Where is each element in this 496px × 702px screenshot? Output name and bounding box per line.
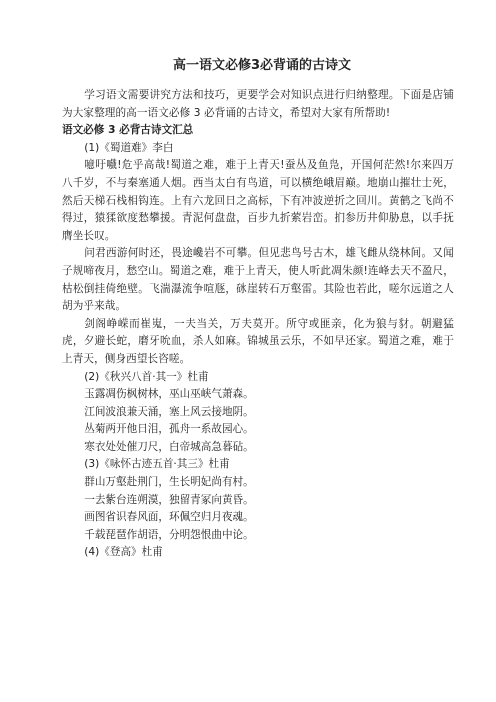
- poem-line: 寒衣处处催刀尺，白帝城高急暮砧。: [84, 440, 254, 453]
- poem-paragraph: 剑阁峥嵘而崔嵬，一夫当关，万夫莫开。所守或匪亲，化为狼与豺。朝避猛虎，夕避长蛇，磨牙吮血，杀人如麻。锦城虽云乐，不如早还家。蜀道之难，难于上青天，侧身西望长咨嗟。: [62, 317, 454, 365]
- poem-line: 一去紫台连朔漠，独留青冢向黄昏。: [84, 493, 254, 506]
- poem-paragraph: 问君西游何时还，畏途巉岩不可攀。但见悲鸟号古木，雄飞雌从绕林间。又闻子规啼夜月，愁空山。蜀道之难，难于上青天，使人听此凋朱颜!连峰去天不盈尺，枯松倒挂倚绝壁。飞湍瀑流争喧豗，砯崖转石万壑雷。其险也若此，嗟尔远道之人胡为乎来哉。: [62, 247, 454, 313]
- poem-title-shudaonan: (1)《蜀道难》李白: [84, 141, 174, 154]
- poem-title-yonghuaiguji: (3)《咏怀古迹五首·其三》杜甫: [84, 458, 230, 471]
- poem-title-denggao: (4)《登高》杜甫: [84, 546, 163, 559]
- poem-paragraph: 噫吁嚱!危乎高哉!蜀道之难，难于上青天!蚕丛及鱼凫，开国何茫然!尔来四万八千岁，不与秦塞通人烟。西当太白有鸟道，可以横绝峨眉巅。地崩山摧壮士死，然后天梯石栈相钩连。上有六龙回日之高标，下有冲波逆折之回川。黄鹤之飞尚不得过，猿猱欲度愁攀援。青泥何盘盘，百步九折萦岩峦。扪参历井仰胁息，以手抚膺坐长叹。: [62, 159, 454, 242]
- poem-line: 丛菊两开他日泪，孤舟一系故园心。: [84, 423, 254, 436]
- poem-title-qiuxing: (2)《秋兴八首·其一》杜甫: [84, 370, 209, 383]
- poem-line: 江间波浪兼天涌，塞上风云接地阴。: [84, 405, 254, 418]
- intro-paragraph: 学习语文需要讲究方法和技巧，更要学会对知识点进行归纳整理。下面是店铺为大家整理的高一语文必修 3 必背诵的古诗文，希望对大家有所帮助!: [62, 89, 454, 119]
- section-heading: 语文必修 3 必背古诗文汇总: [62, 124, 194, 137]
- poem-line: 群山万壑赴荆门，生长明妃尚有村。: [84, 476, 254, 489]
- poem-line: 画图省识春风面，环佩空归月夜魂。: [84, 511, 254, 524]
- document-title: 高一语文必修3必背诵的古诗文: [172, 58, 352, 73]
- poem-line: 千载琵琶作胡语，分明怨恨曲中论。: [84, 528, 254, 541]
- poem-line: 玉露凋伤枫树林，巫山巫峡气萧森。: [84, 388, 254, 401]
